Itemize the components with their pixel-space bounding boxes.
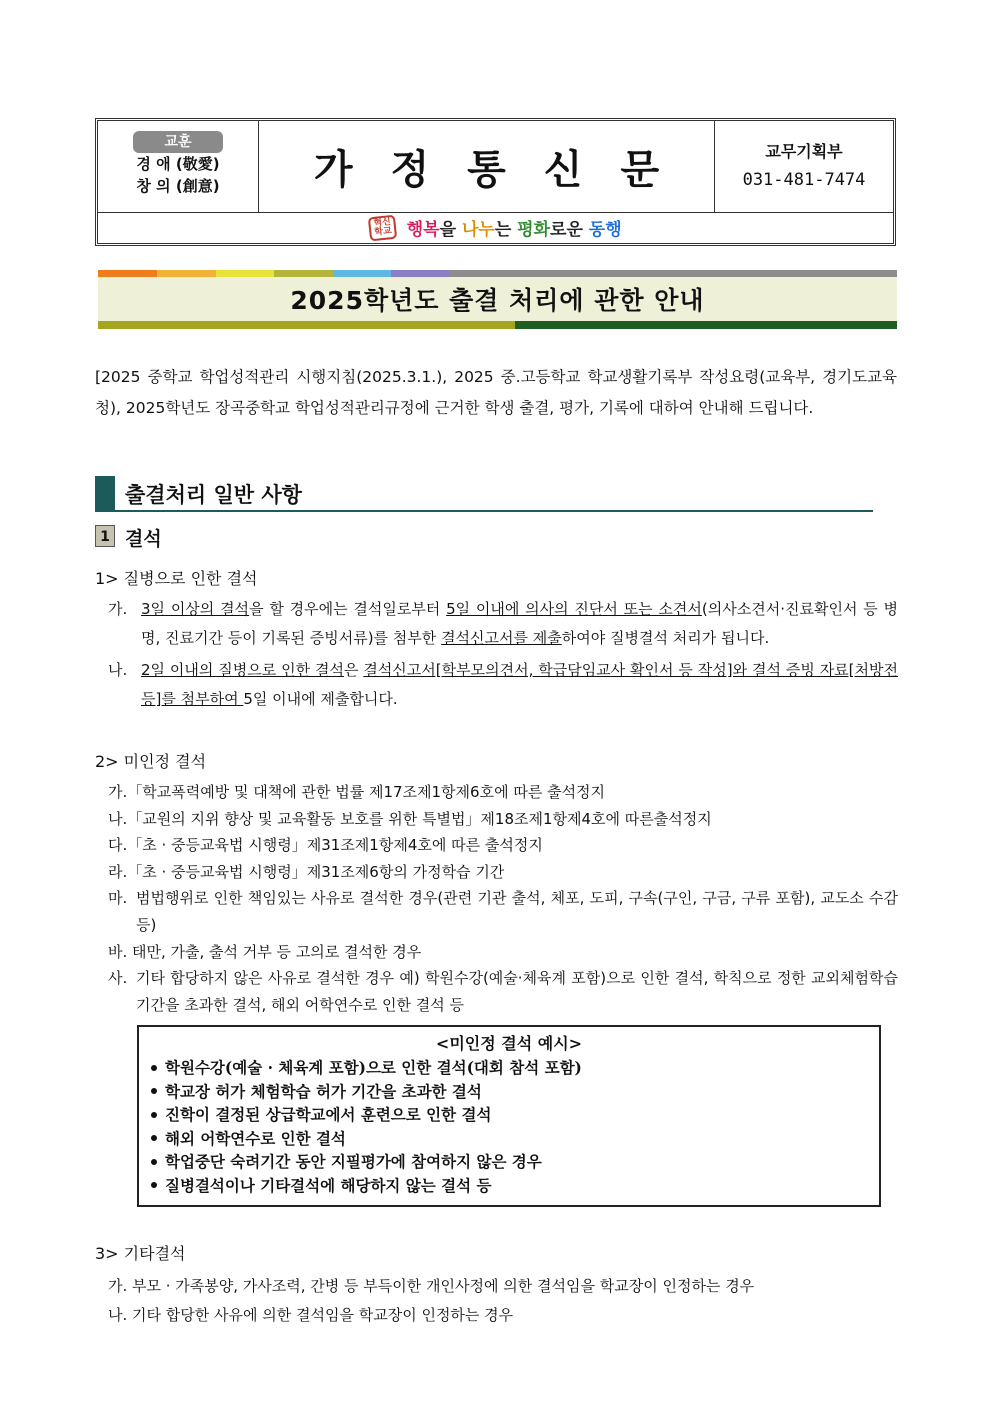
bullet-icon [151, 1135, 157, 1141]
other-absence-list [108, 1272, 754, 1330]
list-item: 나.「교원의 지위 향상 및 교육활동 보호를 위한 특별법」제18조제1항제4호에 따른출석정지 [108, 809, 712, 828]
section-heading [95, 476, 873, 512]
stripe-segment [274, 270, 333, 277]
unrecognized-list [108, 779, 712, 885]
unrecognized-heading: 2> 미인정 결석 [95, 752, 207, 771]
stripe-segment [449, 270, 897, 277]
list-item: 가. 부모 · 가족봉양, 가사조력, 간병 등 부득이한 개인사정에 의한 결석임을 학교장이 인정하는 경우 [108, 1277, 755, 1295]
motto-badge: 교훈 [133, 131, 223, 153]
phone-number: 031-481-7474 [742, 170, 866, 190]
subsection-number: 1 [95, 525, 115, 547]
list-item: 나. 기타 합당한 사유에 의한 결석임을 학교장이 인정하는 경우 [108, 1306, 514, 1324]
list-item: 가.「학교폭력예방 및 대책에 관한 법률 제17조제1항제6호에 따른 출석정지 [108, 783, 606, 801]
illness-heading: 1> 질병으로 인한 결석 [95, 569, 258, 588]
stripe-segment [391, 270, 449, 277]
stripe-segment [216, 270, 274, 277]
banner-title: 2025학년도 출결 처리에 관한 안내 [290, 286, 705, 315]
slogan-row [98, 212, 893, 243]
slogan-word: 로운 [550, 220, 589, 240]
bullet-icon [151, 1159, 157, 1165]
list-item: 다.「초 · 중등교육법 시행령」제31조제1항제4호에 따른 출석정지 [108, 836, 543, 854]
title-cell [259, 121, 715, 212]
slogan-word: 나누 [461, 220, 495, 240]
other-absence-heading: 3> 기타결석 [95, 1244, 186, 1263]
unrecognized-item-g: 사. 기타 합당하지 않은 사유로 결석한 경우 예) 학원수강(예술·체육계 포함)으로 인한 결석, 학칙으로 정한 교외체험학습 기간을 초과한 결석, 해외 어학연수로 인한 결석 등 [108, 969, 898, 1014]
section-bar [95, 476, 115, 510]
banner [98, 277, 897, 321]
innovation-school-stamp-icon: 혁신 학교 [368, 214, 398, 241]
stripe-segment [333, 270, 391, 277]
newsletter-title: 가정통신문 [313, 147, 698, 193]
example-item: 진학이 결정된 상급학교에서 훈련으로 인한 결석 [149, 1103, 869, 1127]
department-name: 교무기획부 [765, 142, 843, 161]
motto-line-2: 창 의 (創意) [136, 177, 220, 195]
unrecognized-item-f: 바. 태만, 가출, 출석 거부 등 고의로 결석한 경우 [108, 943, 422, 961]
intro-paragraph: [2025 중학교 학업성적관리 시행지침(2025.3.1.), 2025 중.고등학교 학교생활기록부 작성요령(교육부, 경기도교육청), 2025학년도 장곡중학교 학업성적관리규정에 근거한 학생 출결, 평가, 기록에 대하여 안내해 드립니다. [95, 368, 897, 417]
bullet-icon [151, 1182, 157, 1188]
example-item: 학원수강(예술 · 체육계 포함)으로 인한 결석(대회 참석 포함) [149, 1056, 869, 1080]
slogan-word: 는 [494, 220, 518, 240]
list-item: 라.「초 · 중등교육법 시행령」제31조제6항의 가정학습 기간 [108, 862, 505, 881]
unrecognized-examples-box [137, 1025, 881, 1207]
example-item: 질병결석이나 기타결석에 해당하지 않는 결석 등 [149, 1174, 869, 1198]
examples-title: <미인정 결석 예시> [435, 1034, 583, 1053]
subsection-title: 결석 [125, 528, 162, 550]
stripe-segment [98, 270, 157, 277]
bullet-icon [151, 1065, 157, 1071]
slogan-word: 행복 [406, 220, 440, 240]
header-box [95, 118, 896, 246]
motto-cell [98, 121, 259, 212]
banner-bar-right [515, 321, 897, 329]
unrecognized-item-e: 마. 범법행위로 인한 책임있는 사유로 결석한 경우(관련 기관 출석, 체포, 도피, 구속(구인, 구금, 구류 포함), 교도소 수감 등) [108, 889, 898, 934]
slogan-word: 평화 [517, 220, 551, 240]
banner-bar-left [98, 321, 515, 329]
example-item: 학업중단 숙려기간 동안 지필평가에 참여하지 않은 경우 [149, 1150, 869, 1174]
section-title: 출결처리 일반 사항 [125, 483, 302, 507]
bullet-icon [151, 1088, 157, 1094]
example-item: 해외 어학연수로 인한 결석 [149, 1127, 869, 1151]
department-cell [715, 121, 893, 212]
bullet-icon [151, 1112, 157, 1118]
motto-line-1: 경 애 (敬愛) [136, 155, 220, 173]
slogan-word: 을 [439, 220, 462, 240]
illness-item-a: 가. 3일 이상의 결석을 할 경우에는 결석일로부터 5일 이내에 의사의 진단서 또는 소견서(의사소견서·진료확인서 등 병명, 진료기간 등이 기록된 증빙서류)를 첨부한 결석신고서를 제출하여야 질병결석 처리가 됩니다. [108, 600, 898, 647]
illness-item-b: 나. 2일 이내의 질병으로 인한 결석은 결석신고서[학부모의견서, 학급담임교사 확인서 등 작성]와 결석 증빙 자료[처방전 등]를 첨부하여 5일 이내에 제출합니다. [108, 661, 898, 708]
header-top-row [98, 121, 893, 213]
example-item: 학교장 허가 체험학습 허가 기간을 초과한 결석 [149, 1080, 869, 1104]
slogan-word: 동행 [588, 220, 622, 240]
stripe-segment [157, 270, 216, 277]
